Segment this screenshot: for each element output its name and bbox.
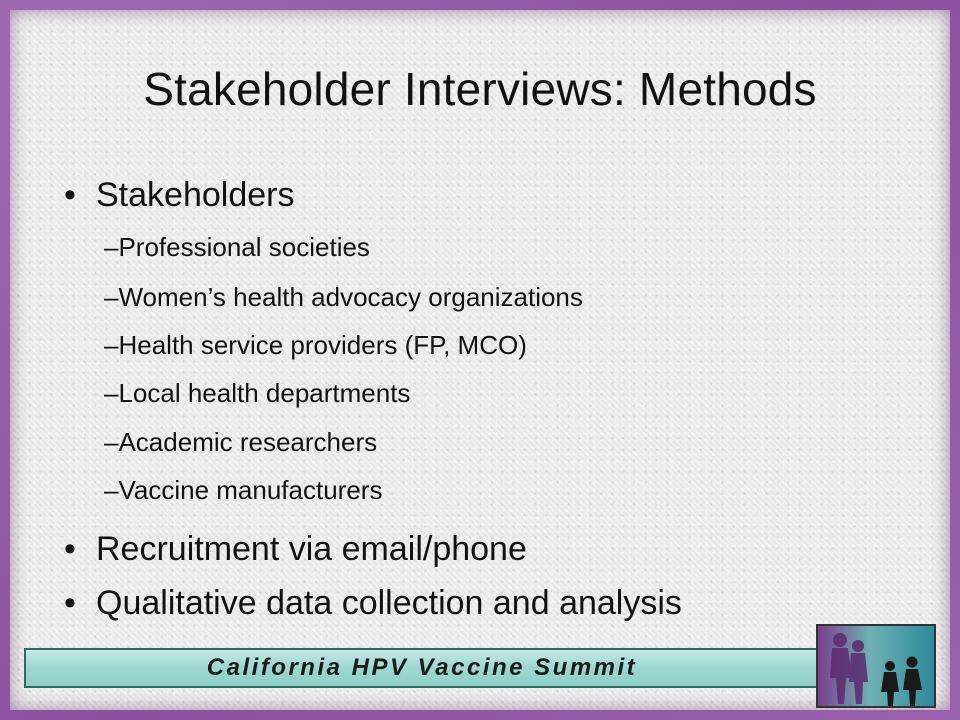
sub-item	[104, 378, 410, 409]
bullet-glyph: •	[64, 530, 76, 568]
dash-glyph: –	[104, 475, 119, 505]
summit-banner	[24, 648, 820, 688]
dash-glyph: –	[104, 427, 119, 457]
dash-glyph: –	[104, 330, 119, 360]
family-silhouette-icon	[816, 624, 936, 708]
bullet-stakeholders	[64, 176, 294, 215]
sub-item-text: Academic researchers	[118, 427, 378, 457]
sub-item	[104, 330, 527, 361]
sub-item	[104, 427, 377, 458]
sub-item-text: Local health departments	[118, 378, 411, 408]
slide-title: Stakeholder Interviews: Methods	[143, 63, 817, 115]
dash-glyph: –	[104, 378, 119, 408]
sub-item-text: Professional societies	[118, 232, 370, 262]
banner-text: California HPV Vaccine Summit	[206, 654, 638, 681]
sub-item-text: Health service providers (FP, MCO)	[118, 330, 527, 360]
dash-glyph: –	[104, 232, 119, 262]
sub-item-text: Vaccine manufacturers	[118, 475, 383, 505]
sub-item	[104, 475, 382, 506]
bullet-glyph: •	[64, 584, 76, 622]
sub-item	[104, 282, 583, 313]
bullet-text: Stakeholders	[96, 176, 295, 214]
family-silhouette-graphic	[818, 626, 936, 708]
sub-item-text: Women’s health advocacy organizations	[118, 282, 583, 312]
bullet-text: Recruitment via email/phone	[96, 530, 527, 568]
bullet-text: Qualitative data collection and analysis	[96, 584, 682, 622]
bullet-glyph: •	[64, 176, 76, 214]
bullet-qualitative	[64, 584, 682, 623]
sub-item	[104, 232, 370, 263]
dash-glyph: –	[104, 282, 119, 312]
bullet-recruitment	[64, 530, 527, 569]
